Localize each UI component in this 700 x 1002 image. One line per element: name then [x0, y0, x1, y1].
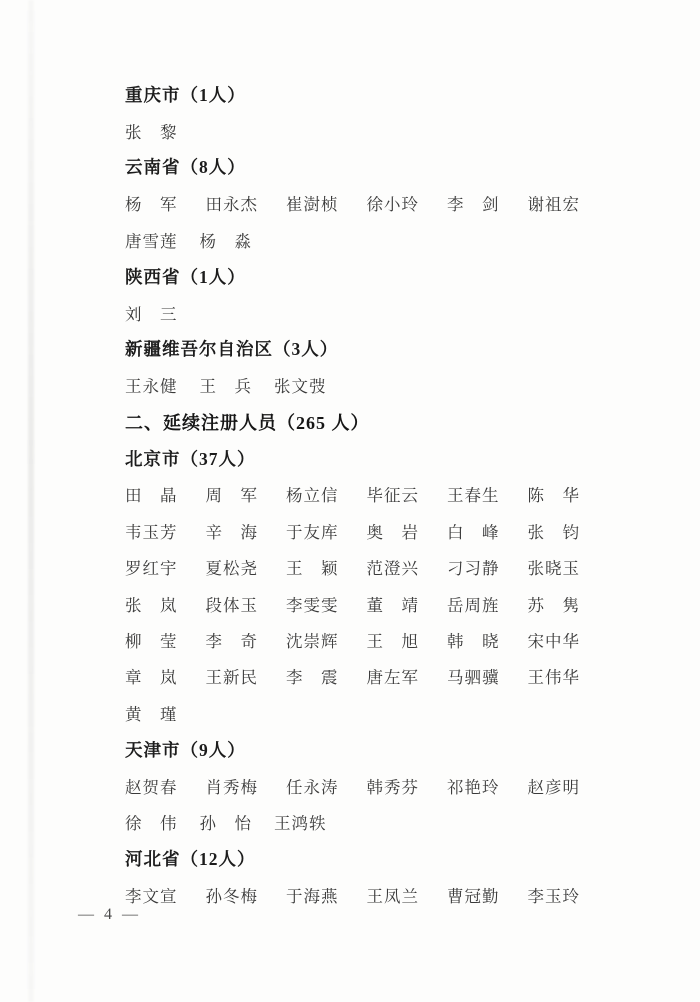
person-name: 唐左军 — [366, 668, 419, 688]
person-name: 肖秀梅 — [205, 777, 258, 797]
province-heading-yunnan: 云南省（8人） — [125, 157, 246, 178]
name-row — [125, 513, 580, 549]
person-name: 周 军 — [205, 486, 258, 506]
person-name: 孙 怡 — [199, 814, 252, 833]
name-row — [125, 222, 580, 258]
person-name: 毕征云 — [366, 486, 419, 506]
person-name: 田永杰 — [205, 195, 258, 215]
name-row — [125, 585, 580, 621]
person-name: 韦玉芳 — [125, 522, 178, 542]
person-name: 王新民 — [205, 668, 258, 688]
person-name: 王永健 — [125, 377, 178, 397]
person-name: 李 剑 — [447, 195, 500, 215]
person-name: 崔澍桢 — [286, 195, 339, 215]
province-heading-xinjiang: 新疆维吾尔自治区（3人） — [125, 339, 339, 360]
name-row — [125, 767, 580, 803]
name-row — [125, 877, 580, 913]
person-name: 王伟华 — [527, 668, 580, 688]
province-heading-chongqing: 重庆市（1人） — [125, 84, 246, 105]
person-name: 于友库 — [286, 522, 339, 542]
person-name: 祁艳玲 — [447, 777, 500, 797]
person-name: 王 颖 — [286, 559, 339, 579]
person-name: 张文弢 — [274, 377, 327, 397]
person-name: 白 峰 — [447, 522, 500, 542]
person-name: 董 靖 — [366, 595, 419, 615]
name-row — [125, 549, 580, 585]
person-name: 李雯雯 — [286, 595, 339, 615]
person-name: 李玉玲 — [527, 886, 580, 906]
person-name: 马驷骥 — [447, 668, 500, 688]
name-row — [125, 622, 580, 658]
name-row — [125, 658, 580, 694]
person-name: 奥 岩 — [366, 522, 419, 542]
province-heading-hebei: 河北省（12人） — [125, 848, 256, 869]
person-name: 张晓玉 — [527, 559, 580, 579]
person-name: 赵贺春 — [125, 777, 178, 797]
person-name: 杨 淼 — [199, 231, 252, 251]
person-name: 张 钧 — [527, 522, 580, 542]
person-name: 田 晶 — [125, 486, 178, 506]
name-row — [125, 804, 580, 840]
page-number: — 4 — — [78, 906, 141, 923]
person-name: 章 岚 — [125, 668, 178, 688]
person-name: 韩秀芬 — [366, 777, 419, 797]
person-name: 李 震 — [286, 668, 339, 688]
person-name: 夏松尧 — [205, 559, 258, 579]
person-name: 苏 隽 — [527, 595, 580, 615]
person-name: 辛 海 — [205, 522, 258, 542]
person-name: 孙冬梅 — [205, 886, 258, 906]
section-heading-renewal: 二、延续注册人员（265 人） — [125, 412, 370, 433]
province-heading-tianjin: 天津市（9人） — [125, 739, 246, 760]
person-name: 刘 三 — [125, 304, 178, 324]
name-row — [125, 185, 580, 221]
person-name: 任永涛 — [286, 777, 339, 797]
name-row — [125, 476, 580, 512]
person-name: 王凤兰 — [366, 886, 419, 906]
person-name: 王 兵 — [199, 377, 252, 397]
person-name: 王春生 — [447, 486, 500, 506]
person-name: 于海燕 — [286, 886, 339, 906]
person-name: 张 黎 — [125, 122, 178, 142]
person-name: 段体玉 — [205, 595, 258, 615]
person-name: 徐小玲 — [366, 195, 419, 215]
person-name: 曹冠勤 — [447, 886, 500, 906]
person-name: 韩 晓 — [447, 632, 500, 652]
person-name: 杨 军 — [125, 195, 178, 215]
name-row — [125, 294, 580, 330]
name-row — [125, 112, 580, 148]
person-name: 李 奇 — [205, 632, 258, 652]
name-row — [125, 367, 580, 403]
person-name: 刁习静 — [447, 559, 500, 579]
province-heading-shaanxi: 陕西省（1人） — [125, 266, 246, 287]
person-name: 黄 瑾 — [125, 704, 178, 724]
person-name: 岳周旌 — [447, 595, 500, 615]
person-name: 范澄兴 — [366, 559, 419, 579]
scan-edge-shadow — [28, 0, 34, 1002]
person-name: 唐雪莲 — [125, 231, 178, 251]
person-name: 徐 伟 — [125, 814, 178, 833]
name-row — [125, 695, 580, 731]
person-name: 沈崇辉 — [286, 632, 339, 652]
person-name: 宋中华 — [527, 632, 580, 652]
province-heading-beijing: 北京市（37人） — [125, 448, 256, 469]
person-name: 陈 华 — [527, 486, 580, 506]
person-name: 杨立信 — [286, 486, 339, 506]
person-name: 赵彦明 — [527, 777, 580, 797]
person-name: 李文宣 — [125, 886, 178, 906]
person-name: 张 岚 — [125, 595, 178, 615]
person-name: 王鸿轶 — [274, 814, 327, 833]
person-name: 王 旭 — [366, 632, 419, 652]
person-name: 罗红宇 — [125, 559, 178, 579]
person-name: 柳 莹 — [125, 632, 178, 652]
person-name: 谢祖宏 — [527, 195, 580, 215]
document-body — [125, 76, 580, 913]
